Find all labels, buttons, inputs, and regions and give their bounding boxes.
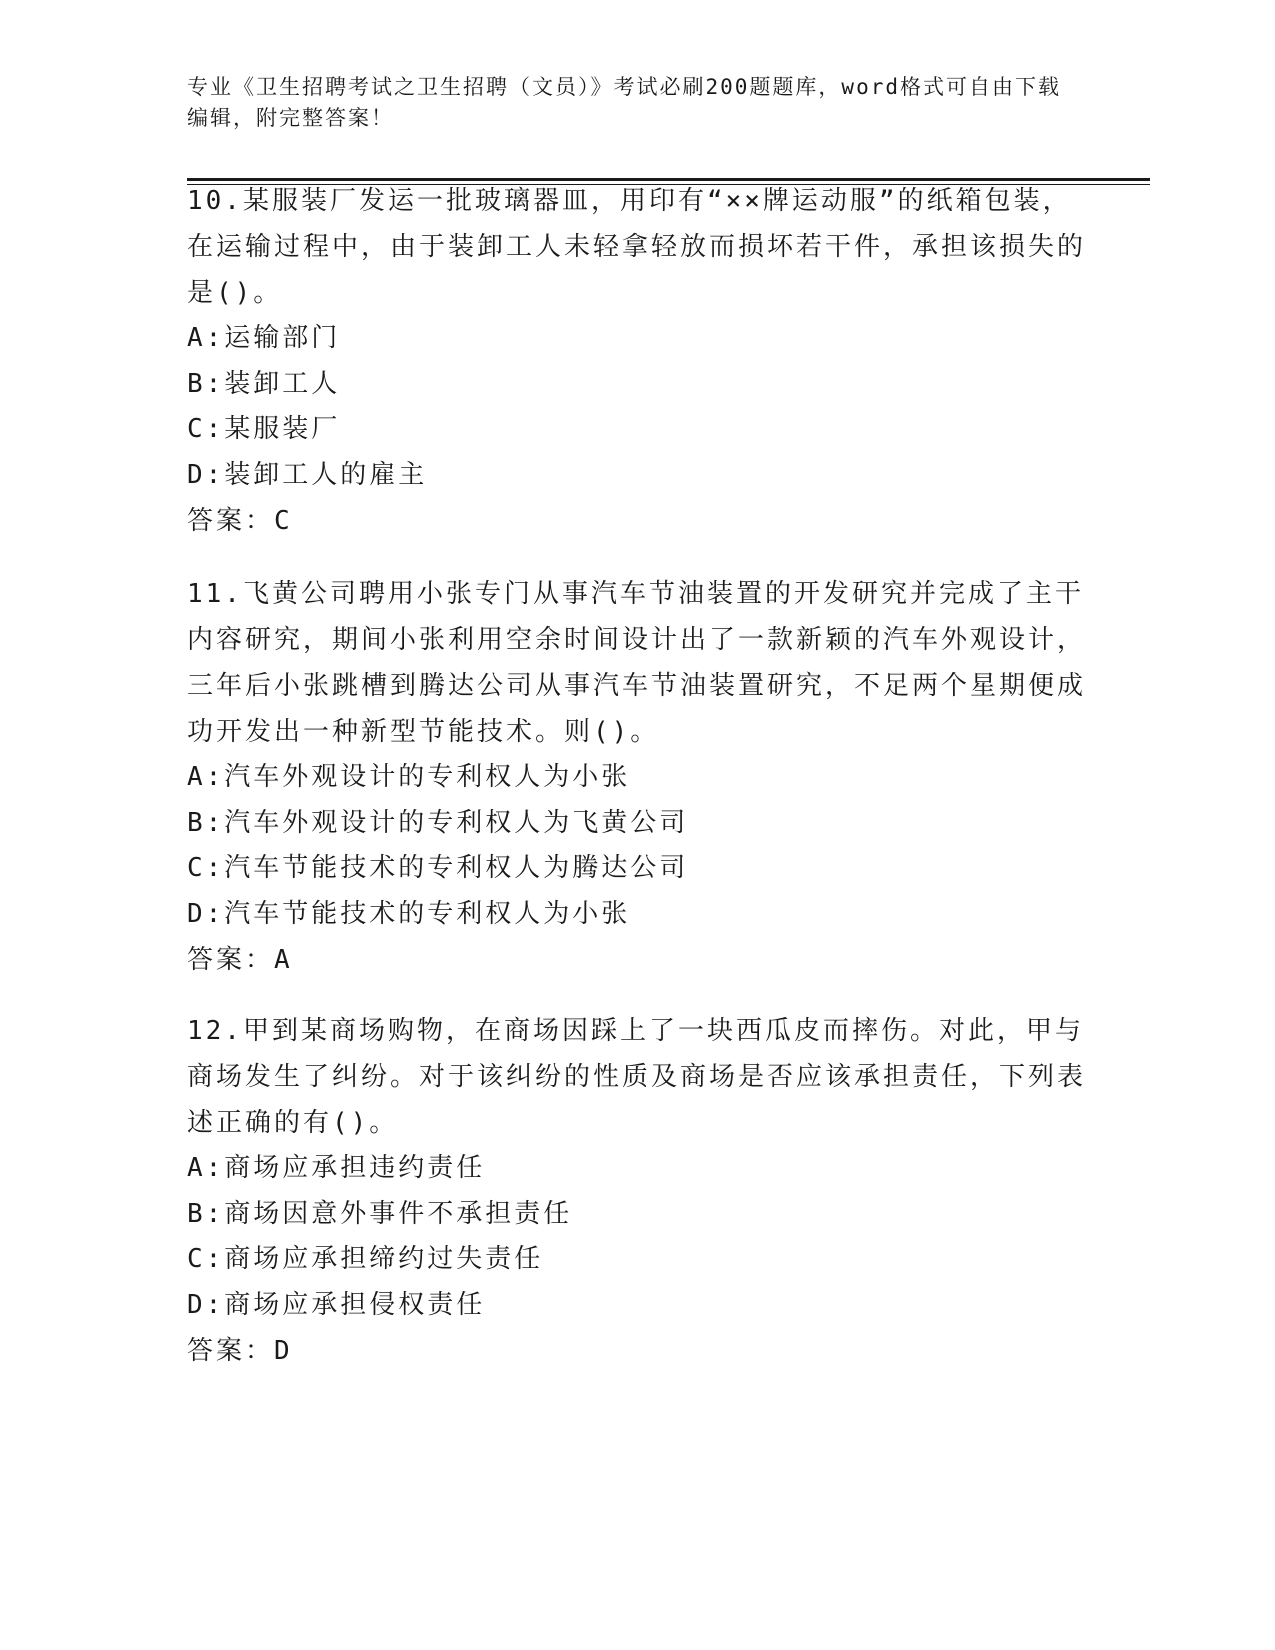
option-c: C:商场应承担缔约过失责任 [187, 1244, 544, 1274]
option-c: C:汽车节能技术的专利权人为腾达公司 [187, 853, 689, 883]
option-d: D:汽车节能技术的专利权人为小张 [187, 898, 631, 929]
question-11 [187, 571, 1087, 983]
question-12 [187, 1008, 1087, 1374]
question-10 [187, 178, 1087, 544]
document-header: 专业《卫生招聘考试之卫生招聘（文员）》考试必刷200题题库，word格式可自由下载编辑，附完整答案！ [187, 75, 1061, 130]
option-a: A:汽车外观设计的专利权人为小张 [187, 762, 631, 792]
option-a: A:运输部门 [187, 323, 341, 353]
question-stem: 11.飞黄公司聘用小张专门从事汽车节油装置的开发研究并完成了主干内容研究，期间小张利用空余时间设计出了一款新颖的汽车外观设计，三年后小张跳槽到腾达公司从事汽车节油装置研究，不足两个星期便成功开发出一种新型节能技术。则()。 [187, 579, 1087, 747]
answer-label: 答案：C [187, 506, 293, 536]
answer-label: 答案：D [187, 1336, 293, 1366]
option-b: B:装卸工人 [187, 368, 341, 399]
question-stem: 10.某服装厂发运一批玻璃器皿，用印有“××牌运动服”的纸箱包装，在运输过程中，由于装卸工人未轻拿轻放而损坏若干件，承担该损失的是()。 [187, 186, 1087, 308]
option-c: C:某服装厂 [187, 414, 341, 444]
option-b: B:汽车外观设计的专利权人为飞黄公司 [187, 807, 689, 838]
option-d: D:装卸工人的雇主 [187, 459, 428, 490]
option-d: D:商场应承担侵权责任 [187, 1289, 486, 1320]
answer-label: 答案：A [187, 945, 293, 975]
option-a: A:商场应承担违约责任 [187, 1153, 486, 1183]
question-stem: 12.甲到某商场购物，在商场因踩上了一块西瓜皮而摔伤。对此，甲与商场发生了纠纷。对于该纠纷的性质及商场是否应该承担责任，下列表述正确的有()。 [187, 1016, 1087, 1138]
option-b: B:商场因意外事件不承担责任 [187, 1198, 573, 1229]
